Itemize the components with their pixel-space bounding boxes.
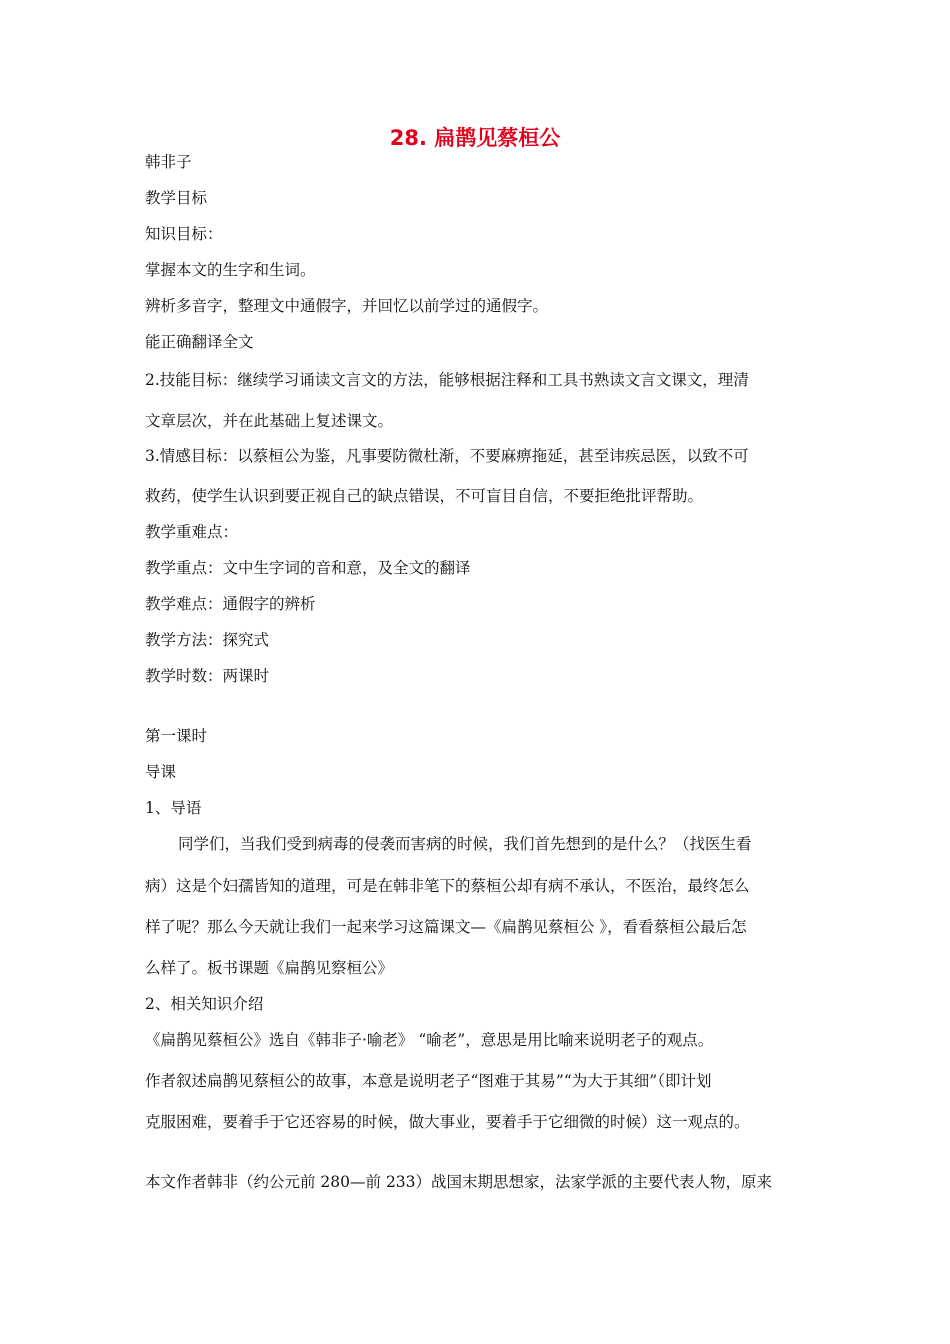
- heading-related-knowledge: 2、相关知识介绍: [145, 995, 264, 1013]
- paragraph-line: 作者叙述扁鹊见蔡桓公的故事，本意是说明老子“图难于其易”“为大于其细”（即计划: [145, 1072, 712, 1090]
- heading-knowledge-goals: 知识目标：: [145, 225, 223, 243]
- text-line: 文章层次，并在此基础上复述课文。: [145, 412, 394, 430]
- text-line: 3.情感目标：以蔡桓公为鉴，凡事要防微杜渐，不要麻痹拖延，甚至讳疾忌医，以致不可: [145, 447, 749, 465]
- paragraph-line: 本文作者韩非（约公元前 280—前 233）战国末期思想家，法家学派的主要代表人物，原来: [145, 1173, 773, 1191]
- text-line: 教学方法：探究式: [145, 631, 270, 649]
- document-title: 28. 扁鹊见蔡桓公: [389, 126, 561, 150]
- paragraph-line: 么样了。板书课题《扁鹊见察桓公》: [145, 959, 394, 977]
- text-line: 2.技能目标：继续学习诵读文言文的方法，能够根据注释和工具书熟读文言文课文，理清: [145, 371, 749, 389]
- paragraph-line: 样了呢？那么今天就让我们一起来学习这篇课文—《扁鹊见蔡桓公 》，看看蔡桓公最后怎: [145, 918, 747, 936]
- author-line: 韩非子: [145, 153, 192, 171]
- paragraph-line: 病）这是个妇孺皆知的道理，可是在韩非笔下的蔡桓公却有病不承认，不医治，最终怎么: [145, 877, 750, 895]
- text-line: 救药，使学生认识到要正视自己的缺点错误，不可盲目自信，不要拒绝批评帮助。: [145, 487, 704, 505]
- heading-key-points: 教学重难点：: [145, 523, 239, 541]
- heading-teaching-goals: 教学目标: [145, 189, 208, 207]
- heading-first-lesson: 第一课时: [145, 727, 208, 745]
- text-line: 教学时数：两课时: [145, 667, 270, 685]
- text-line: 能正确翻译全文: [145, 333, 254, 351]
- heading-intro: 导课: [145, 763, 177, 781]
- heading-lead-in: 1、导语: [145, 799, 202, 817]
- paragraph-line: 《扁鹊见蔡桓公》选自《韩非子·喻老》 “喻老”，意思是用比喻来说明老子的观点。: [145, 1031, 714, 1049]
- paragraph-line: 克服困难，要着手于它还容易的时候，做大事业，要着手于它细微的时候）这一观点的。: [145, 1113, 750, 1131]
- text-line: 掌握本文的生字和生词。: [145, 261, 316, 279]
- paragraph-line: 同学们，当我们受到病毒的侵袭而害病的时候，我们首先想到的是什么？（找医生看: [178, 835, 752, 853]
- text-line: 教学重点：文中生字词的音和意，及全文的翻译: [145, 559, 471, 577]
- text-line: 辨析多音字，整理文中通假字，并回忆以前学过的通假字。: [145, 297, 549, 315]
- text-line: 教学难点：通假字的辨析: [145, 595, 316, 613]
